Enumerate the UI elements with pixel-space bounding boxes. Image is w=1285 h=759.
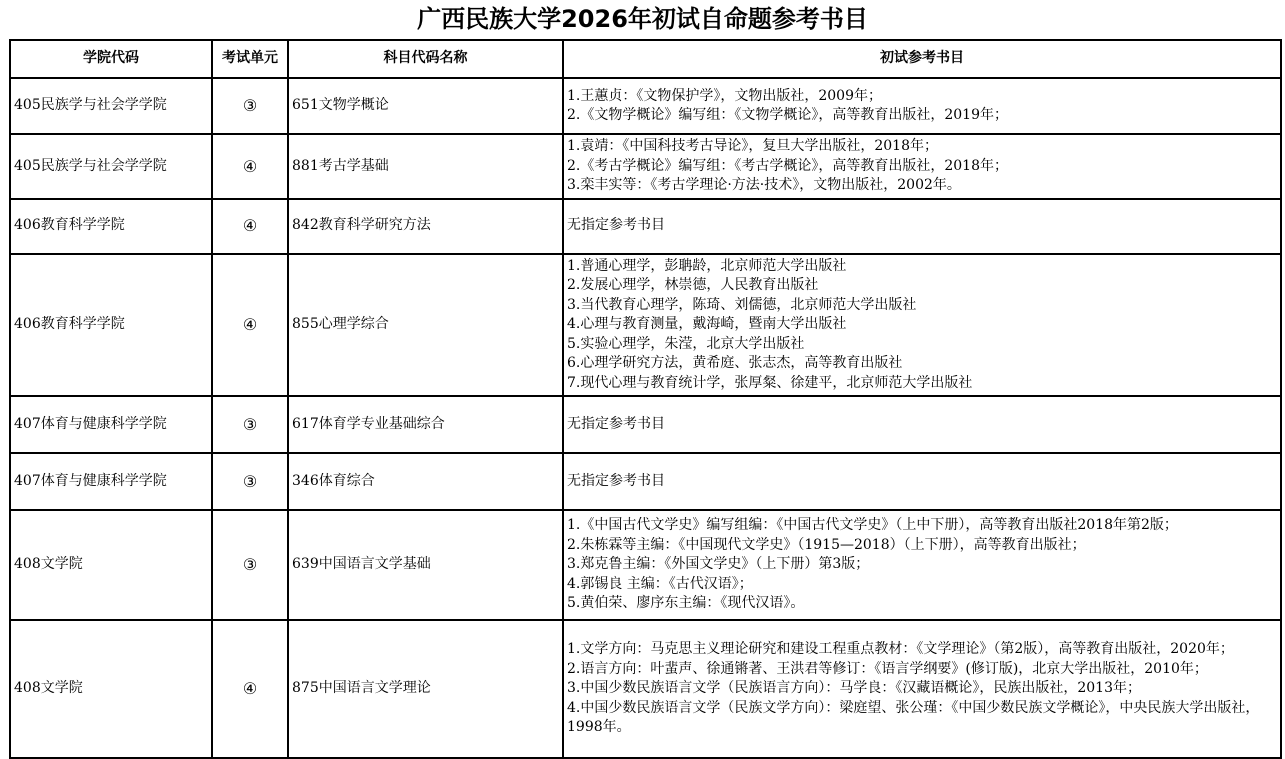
reference-books-cell (563, 78, 1281, 134)
college-cell: 407体育与健康科学学院 (10, 453, 212, 510)
table-row (10, 78, 1281, 134)
reference-books-cell (563, 199, 1281, 254)
reference-book-line: 7.现代心理与教育统计学，张厚粲、徐建平，北京师范大学出版社 (567, 374, 973, 391)
college-cell: 406教育科学学院 (10, 199, 212, 254)
subject-cell: 346体育综合 (288, 453, 563, 510)
reference-book-line: 4.郭锡良 主编：《古代汉语》； (567, 575, 753, 592)
table-row (10, 620, 1281, 758)
reference-book-line: 4.心理与教育测量，戴海崎，暨南大学出版社 (567, 316, 847, 332)
college-cell: 408文学院 (10, 620, 212, 758)
reference-books-table (9, 39, 1282, 759)
reference-book-line: 2.语言方向：叶蜚声、徐通锵著、王洪君等修订：《语言学纲要》(修订版)，北京大学出版社，2010年； (567, 660, 1208, 677)
reference-book-line: 2.《考古学概论》编写组：《考古学概论》，高等教育出版社，2018年； (567, 157, 1008, 174)
exam-unit-cell: ③ (212, 510, 288, 620)
reference-book-line: 2.发展心理学，林崇德，人民教育出版社 (567, 277, 819, 293)
table-row (10, 396, 1281, 453)
exam-unit-cell: ③ (212, 396, 288, 453)
reference-book-line: 2.《文物学概论》编写组：《文物学概论》，高等教育出版社，2019年； (567, 107, 1008, 123)
reference-book-line: 1.王蕙贞：《文物保护学》，文物出版社，2009年； (567, 87, 882, 104)
reference-book-line: 1.《中国古代文学史》编写组编：《中国古代文学史》（上中下册），高等教育出版社2018年第2版； (567, 517, 1178, 534)
exam-unit-cell: ④ (212, 620, 288, 758)
reference-book-line: 3.当代教育心理学，陈琦、刘儒德，北京师范大学出版社 (567, 296, 917, 313)
subject-cell: 875中国语言文学理论 (288, 620, 563, 758)
reference-book-line: 2.朱栋霖等主编：《中国现代文学史》（1915—2018）（上下册），高等教育出版社； (567, 536, 1086, 553)
exam-unit-cell: ④ (212, 134, 288, 199)
page-title: 广西民族大学2026年初试自命题参考书目 (417, 5, 868, 33)
subject-cell: 639中国语言文学基础 (288, 510, 563, 620)
reference-book-line: 3.中国少数民族语言文学（民族语言方向）：马学良：《汉藏语概论》，民族出版社，2013年； (567, 680, 1141, 697)
header-college-code: 学院代码 (10, 40, 212, 78)
header-reference-books: 初试参考书目 (563, 40, 1281, 78)
reference-book-line: 3.郑克鲁主编：《外国文学史》（上下册）第3版； (567, 556, 870, 573)
reference-book-line: 4.中国少数民族语言文学（民族文学方向）：梁庭望、张公瑾：《中国少数民族文学概论》，中央民族大学出版社，1998年。 (567, 699, 1260, 736)
reference-book-line: 1.袁靖：《中国科技考古导论》，复旦大学出版社，2018年； (567, 138, 938, 154)
reference-books-cell (563, 134, 1281, 199)
header-subject-code-name: 科目代码名称 (288, 40, 563, 78)
reference-book-line: 6.心理学研究方法，黄希庭、张志杰，高等教育出版社 (567, 355, 903, 371)
table-row (10, 510, 1281, 620)
college-cell: 408文学院 (10, 510, 212, 620)
exam-unit-cell: ③ (212, 78, 288, 134)
college-cell: 407体育与健康科学学院 (10, 396, 212, 453)
reference-book-line: 无指定参考书目 (567, 217, 665, 234)
college-cell: 405民族学与社会学学院 (10, 78, 212, 134)
table-body (10, 78, 1281, 758)
reference-book-line: 无指定参考书目 (567, 472, 665, 489)
subject-cell: 617体育学专业基础综合 (288, 396, 563, 453)
table-row (10, 134, 1281, 199)
subject-cell: 881考古学基础 (288, 134, 563, 199)
exam-unit-cell: ③ (212, 453, 288, 510)
reference-books-cell (563, 510, 1281, 620)
college-cell: 406教育科学学院 (10, 254, 212, 397)
reference-book-line: 无指定参考书目 (567, 415, 665, 432)
reference-books-cell (563, 396, 1281, 453)
header-exam-unit: 考试单元 (212, 40, 288, 78)
table-header-row (10, 40, 1281, 78)
reference-book-line: 5.黄伯荣、廖序东主编：《现代汉语》。 (567, 595, 805, 612)
reference-book-line: 5.实验心理学，朱滢，北京大学出版社 (567, 335, 805, 352)
subject-cell: 855心理学综合 (288, 254, 563, 397)
reference-book-line: 1.普通心理学，彭聃龄，北京师范大学出版社 (567, 257, 847, 274)
table-row (10, 453, 1281, 510)
reference-book-line: 1.文学方向：马克思主义理论研究和建设工程重点教材：《文学理论》（第2版），高等教育出版社，2020年； (567, 641, 1234, 658)
exam-unit-cell: ④ (212, 199, 288, 254)
reference-book-line: 3.栾丰实等：《考古学理论·方法·技术》，文物出版社，2002年。 (567, 177, 961, 193)
table-row (10, 199, 1281, 254)
reference-books-cell (563, 254, 1281, 397)
college-cell: 405民族学与社会学学院 (10, 134, 212, 199)
subject-cell: 842教育科学研究方法 (288, 199, 563, 254)
reference-books-cell (563, 453, 1281, 510)
table-row (10, 254, 1281, 397)
exam-unit-cell: ④ (212, 254, 288, 397)
reference-books-cell (563, 620, 1281, 758)
subject-cell: 651文物学概论 (288, 78, 563, 134)
